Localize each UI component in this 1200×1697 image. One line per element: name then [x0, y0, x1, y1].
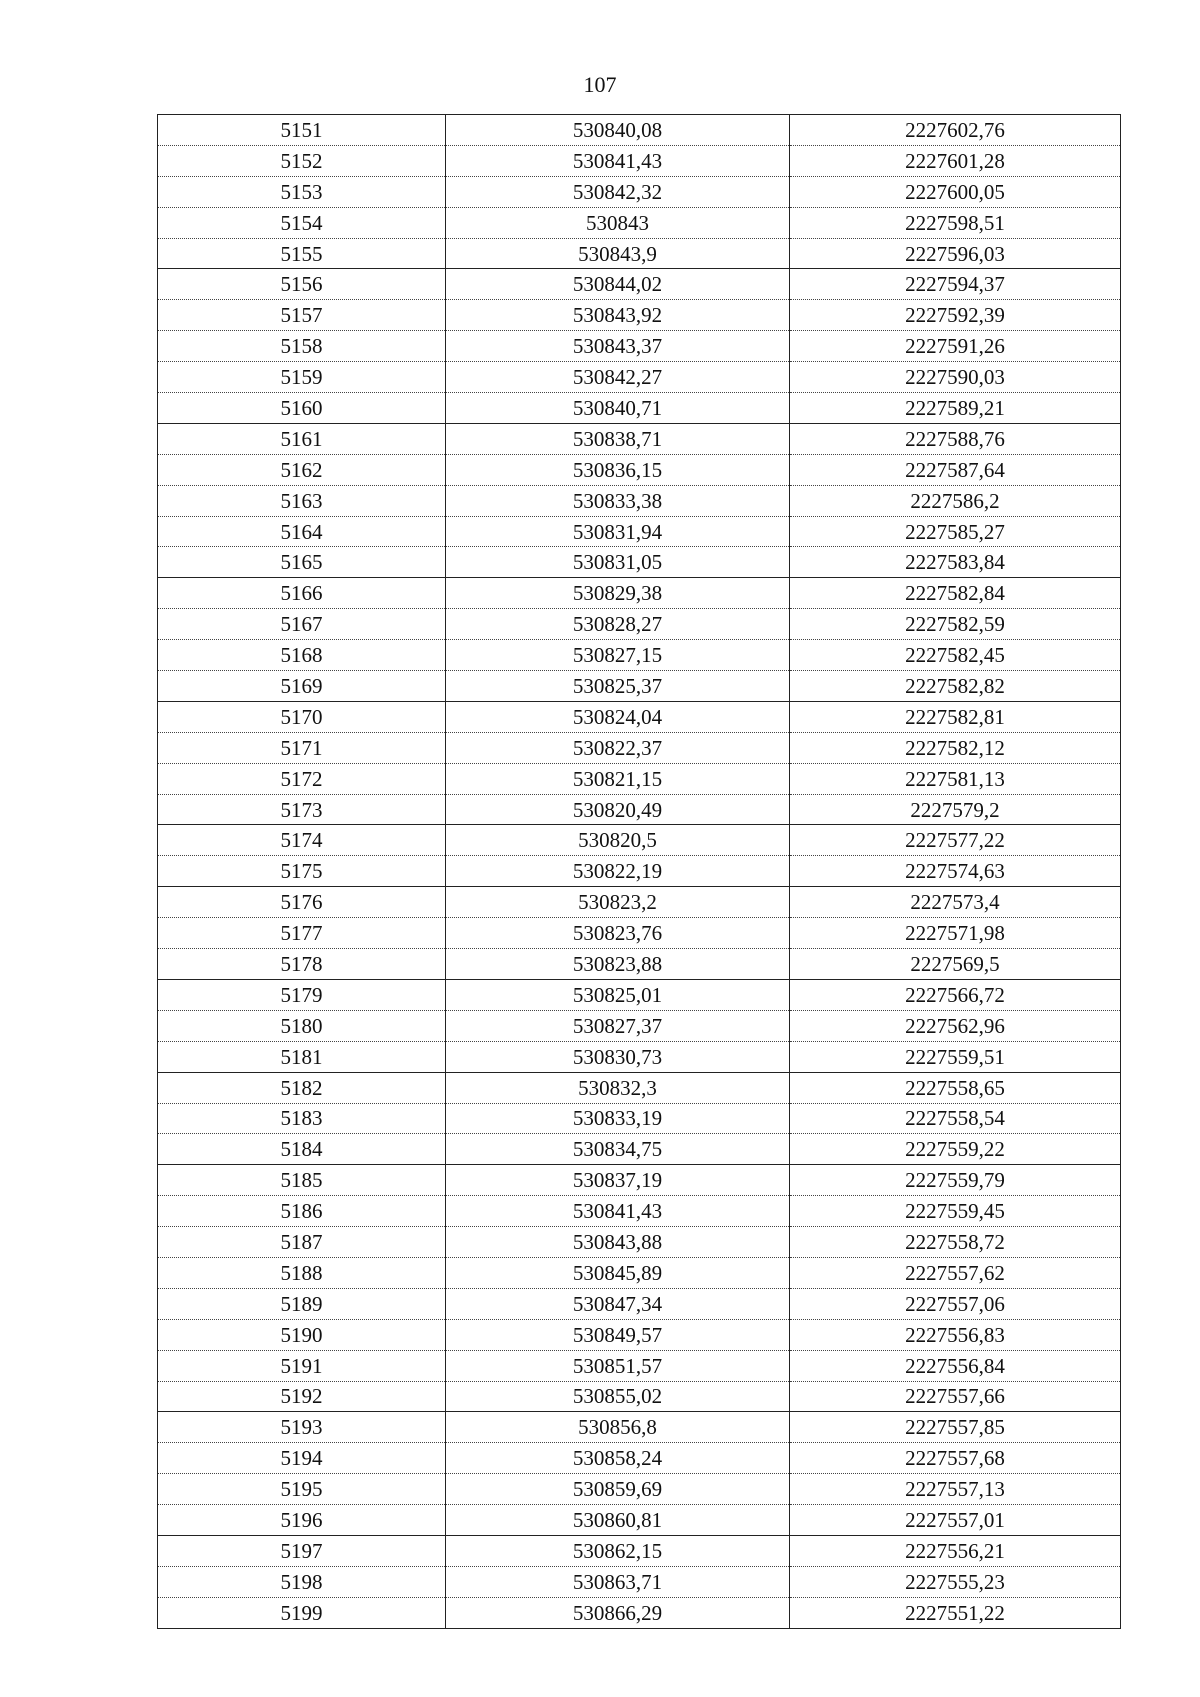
x-coordinate-cell: 530845,89 — [446, 1257, 790, 1288]
table-row — [158, 825, 1121, 856]
y-coordinate-cell: 2227557,68 — [790, 1443, 1121, 1474]
y-coordinate-cell: 2227583,84 — [790, 547, 1121, 578]
y-coordinate-cell: 2227596,03 — [790, 238, 1121, 269]
table-row — [158, 609, 1121, 640]
y-coordinate-cell: 2227559,22 — [790, 1134, 1121, 1165]
table-row — [158, 362, 1121, 393]
table-row — [158, 979, 1121, 1010]
coordinates-table — [157, 114, 1121, 1629]
x-coordinate-cell: 530834,75 — [446, 1134, 790, 1165]
y-coordinate-cell: 2227582,84 — [790, 578, 1121, 609]
table-row — [158, 1288, 1121, 1319]
y-coordinate-cell: 2227582,81 — [790, 701, 1121, 732]
table-row — [158, 331, 1121, 362]
x-coordinate-cell: 530837,19 — [446, 1165, 790, 1196]
x-coordinate-cell: 530832,3 — [446, 1072, 790, 1103]
point-number-cell: 5182 — [158, 1072, 446, 1103]
x-coordinate-cell: 530825,01 — [446, 979, 790, 1010]
table-row — [158, 1072, 1121, 1103]
y-coordinate-cell: 2227582,45 — [790, 640, 1121, 671]
point-number-cell: 5159 — [158, 362, 446, 393]
y-coordinate-cell: 2227602,76 — [790, 115, 1121, 146]
x-coordinate-cell: 530827,37 — [446, 1010, 790, 1041]
point-number-cell: 5167 — [158, 609, 446, 640]
y-coordinate-cell: 2227557,06 — [790, 1288, 1121, 1319]
y-coordinate-cell: 2227556,83 — [790, 1319, 1121, 1350]
point-number-cell: 5192 — [158, 1381, 446, 1412]
point-number-cell: 5198 — [158, 1566, 446, 1597]
table-row — [158, 701, 1121, 732]
y-coordinate-cell: 2227601,28 — [790, 145, 1121, 176]
point-number-cell: 5168 — [158, 640, 446, 671]
table-row — [158, 423, 1121, 454]
point-number-cell: 5191 — [158, 1350, 446, 1381]
x-coordinate-cell: 530821,15 — [446, 763, 790, 794]
x-coordinate-cell: 530859,69 — [446, 1474, 790, 1505]
table-row — [158, 1010, 1121, 1041]
table-row — [158, 918, 1121, 949]
x-coordinate-cell: 530831,05 — [446, 547, 790, 578]
table-row — [158, 763, 1121, 794]
x-coordinate-cell: 530820,49 — [446, 794, 790, 825]
table-row — [158, 176, 1121, 207]
y-coordinate-cell: 2227594,37 — [790, 269, 1121, 300]
x-coordinate-cell: 530842,27 — [446, 362, 790, 393]
point-number-cell: 5183 — [158, 1103, 446, 1134]
table-row — [158, 269, 1121, 300]
table-row — [158, 300, 1121, 331]
x-coordinate-cell: 530858,24 — [446, 1443, 790, 1474]
x-coordinate-cell: 530862,15 — [446, 1535, 790, 1566]
y-coordinate-cell: 2227589,21 — [790, 393, 1121, 424]
coordinates-table-body — [158, 115, 1121, 1629]
y-coordinate-cell: 2227569,5 — [790, 949, 1121, 980]
point-number-cell: 5176 — [158, 887, 446, 918]
point-number-cell: 5160 — [158, 393, 446, 424]
y-coordinate-cell: 2227591,26 — [790, 331, 1121, 362]
point-number-cell: 5190 — [158, 1319, 446, 1350]
point-number-cell: 5155 — [158, 238, 446, 269]
y-coordinate-cell: 2227579,2 — [790, 794, 1121, 825]
table-row — [158, 949, 1121, 980]
y-coordinate-cell: 2227558,65 — [790, 1072, 1121, 1103]
x-coordinate-cell: 530843,92 — [446, 300, 790, 331]
point-number-cell: 5180 — [158, 1010, 446, 1041]
table-row — [158, 238, 1121, 269]
point-number-cell: 5197 — [158, 1535, 446, 1566]
point-number-cell: 5157 — [158, 300, 446, 331]
x-coordinate-cell: 530840,71 — [446, 393, 790, 424]
table-row — [158, 887, 1121, 918]
point-number-cell: 5178 — [158, 949, 446, 980]
x-coordinate-cell: 530833,19 — [446, 1103, 790, 1134]
x-coordinate-cell: 530860,81 — [446, 1505, 790, 1536]
x-coordinate-cell: 530851,57 — [446, 1350, 790, 1381]
table-row — [158, 485, 1121, 516]
x-coordinate-cell: 530824,04 — [446, 701, 790, 732]
point-number-cell: 5189 — [158, 1288, 446, 1319]
table-row — [158, 1474, 1121, 1505]
y-coordinate-cell: 2227557,66 — [790, 1381, 1121, 1412]
y-coordinate-cell: 2227600,05 — [790, 176, 1121, 207]
x-coordinate-cell: 530838,71 — [446, 423, 790, 454]
y-coordinate-cell: 2227556,21 — [790, 1535, 1121, 1566]
point-number-cell: 5179 — [158, 979, 446, 1010]
point-number-cell: 5166 — [158, 578, 446, 609]
table-row — [158, 1103, 1121, 1134]
x-coordinate-cell: 530823,2 — [446, 887, 790, 918]
table-row — [158, 1535, 1121, 1566]
table-row — [158, 1165, 1121, 1196]
y-coordinate-cell: 2227581,13 — [790, 763, 1121, 794]
point-number-cell: 5185 — [158, 1165, 446, 1196]
x-coordinate-cell: 530825,37 — [446, 671, 790, 702]
y-coordinate-cell: 2227585,27 — [790, 516, 1121, 547]
table-row — [158, 671, 1121, 702]
point-number-cell: 5173 — [158, 794, 446, 825]
point-number-cell: 5161 — [158, 423, 446, 454]
y-coordinate-cell: 2227577,22 — [790, 825, 1121, 856]
table-row — [158, 1443, 1121, 1474]
x-coordinate-cell: 530820,5 — [446, 825, 790, 856]
point-number-cell: 5152 — [158, 145, 446, 176]
table-row — [158, 1134, 1121, 1165]
x-coordinate-cell: 530843,37 — [446, 331, 790, 362]
point-number-cell: 5169 — [158, 671, 446, 702]
point-number-cell: 5177 — [158, 918, 446, 949]
table-row — [158, 516, 1121, 547]
table-row — [158, 1505, 1121, 1536]
point-number-cell: 5156 — [158, 269, 446, 300]
table-row — [158, 1350, 1121, 1381]
table-row — [158, 1196, 1121, 1227]
y-coordinate-cell: 2227574,63 — [790, 856, 1121, 887]
point-number-cell: 5158 — [158, 331, 446, 362]
x-coordinate-cell: 530842,32 — [446, 176, 790, 207]
table-row — [158, 1597, 1121, 1628]
table-row — [158, 115, 1121, 146]
table-row — [158, 207, 1121, 238]
x-coordinate-cell: 530841,43 — [446, 145, 790, 176]
x-coordinate-cell: 530849,57 — [446, 1319, 790, 1350]
x-coordinate-cell: 530866,29 — [446, 1597, 790, 1628]
table-row — [158, 393, 1121, 424]
y-coordinate-cell: 2227556,84 — [790, 1350, 1121, 1381]
x-coordinate-cell: 530822,19 — [446, 856, 790, 887]
point-number-cell: 5153 — [158, 176, 446, 207]
table-row — [158, 794, 1121, 825]
x-coordinate-cell: 530844,02 — [446, 269, 790, 300]
y-coordinate-cell: 2227590,03 — [790, 362, 1121, 393]
y-coordinate-cell: 2227588,76 — [790, 423, 1121, 454]
y-coordinate-cell: 2227559,79 — [790, 1165, 1121, 1196]
point-number-cell: 5175 — [158, 856, 446, 887]
y-coordinate-cell: 2227571,98 — [790, 918, 1121, 949]
point-number-cell: 5186 — [158, 1196, 446, 1227]
x-coordinate-cell: 530847,34 — [446, 1288, 790, 1319]
point-number-cell: 5174 — [158, 825, 446, 856]
y-coordinate-cell: 2227598,51 — [790, 207, 1121, 238]
table-row — [158, 1227, 1121, 1258]
x-coordinate-cell: 530831,94 — [446, 516, 790, 547]
y-coordinate-cell: 2227555,23 — [790, 1566, 1121, 1597]
x-coordinate-cell: 530833,38 — [446, 485, 790, 516]
point-number-cell: 5172 — [158, 763, 446, 794]
x-coordinate-cell: 530843 — [446, 207, 790, 238]
point-number-cell: 5170 — [158, 701, 446, 732]
x-coordinate-cell: 530841,43 — [446, 1196, 790, 1227]
x-coordinate-cell: 530823,88 — [446, 949, 790, 980]
y-coordinate-cell: 2227562,96 — [790, 1010, 1121, 1041]
y-coordinate-cell: 2227557,85 — [790, 1412, 1121, 1443]
y-coordinate-cell: 2227558,72 — [790, 1227, 1121, 1258]
point-number-cell: 5188 — [158, 1257, 446, 1288]
table-row — [158, 856, 1121, 887]
x-coordinate-cell: 530863,71 — [446, 1566, 790, 1597]
y-coordinate-cell: 2227566,72 — [790, 979, 1121, 1010]
table-row — [158, 1257, 1121, 1288]
x-coordinate-cell: 530836,15 — [446, 454, 790, 485]
x-coordinate-cell: 530855,02 — [446, 1381, 790, 1412]
x-coordinate-cell: 530840,08 — [446, 115, 790, 146]
table-row — [158, 578, 1121, 609]
y-coordinate-cell: 2227587,64 — [790, 454, 1121, 485]
point-number-cell: 5181 — [158, 1041, 446, 1072]
y-coordinate-cell: 2227551,22 — [790, 1597, 1121, 1628]
point-number-cell: 5199 — [158, 1597, 446, 1628]
y-coordinate-cell: 2227557,01 — [790, 1505, 1121, 1536]
y-coordinate-cell: 2227582,59 — [790, 609, 1121, 640]
x-coordinate-cell: 530823,76 — [446, 918, 790, 949]
table-row — [158, 640, 1121, 671]
table-row — [158, 1041, 1121, 1072]
x-coordinate-cell: 530843,9 — [446, 238, 790, 269]
y-coordinate-cell: 2227559,51 — [790, 1041, 1121, 1072]
table-row — [158, 1566, 1121, 1597]
point-number-cell: 5184 — [158, 1134, 446, 1165]
y-coordinate-cell: 2227586,2 — [790, 485, 1121, 516]
table-row — [158, 145, 1121, 176]
point-number-cell: 5171 — [158, 732, 446, 763]
point-number-cell: 5151 — [158, 115, 446, 146]
page-number: 107 — [583, 72, 617, 97]
x-coordinate-cell: 530843,88 — [446, 1227, 790, 1258]
y-coordinate-cell: 2227557,13 — [790, 1474, 1121, 1505]
point-number-cell: 5195 — [158, 1474, 446, 1505]
table-row — [158, 1412, 1121, 1443]
point-number-cell: 5154 — [158, 207, 446, 238]
table-row — [158, 1319, 1121, 1350]
y-coordinate-cell: 2227582,12 — [790, 732, 1121, 763]
x-coordinate-cell: 530827,15 — [446, 640, 790, 671]
point-number-cell: 5163 — [158, 485, 446, 516]
point-number-cell: 5196 — [158, 1505, 446, 1536]
x-coordinate-cell: 530830,73 — [446, 1041, 790, 1072]
x-coordinate-cell: 530828,27 — [446, 609, 790, 640]
y-coordinate-cell: 2227557,62 — [790, 1257, 1121, 1288]
table-row — [158, 454, 1121, 485]
point-number-cell: 5194 — [158, 1443, 446, 1474]
y-coordinate-cell: 2227558,54 — [790, 1103, 1121, 1134]
y-coordinate-cell: 2227592,39 — [790, 300, 1121, 331]
table-row — [158, 1381, 1121, 1412]
y-coordinate-cell: 2227573,4 — [790, 887, 1121, 918]
point-number-cell: 5187 — [158, 1227, 446, 1258]
y-coordinate-cell: 2227559,45 — [790, 1196, 1121, 1227]
point-number-cell: 5193 — [158, 1412, 446, 1443]
table-row — [158, 732, 1121, 763]
x-coordinate-cell: 530829,38 — [446, 578, 790, 609]
table-row — [158, 547, 1121, 578]
point-number-cell: 5164 — [158, 516, 446, 547]
x-coordinate-cell: 530856,8 — [446, 1412, 790, 1443]
y-coordinate-cell: 2227582,82 — [790, 671, 1121, 702]
point-number-cell: 5165 — [158, 547, 446, 578]
point-number-cell: 5162 — [158, 454, 446, 485]
x-coordinate-cell: 530822,37 — [446, 732, 790, 763]
